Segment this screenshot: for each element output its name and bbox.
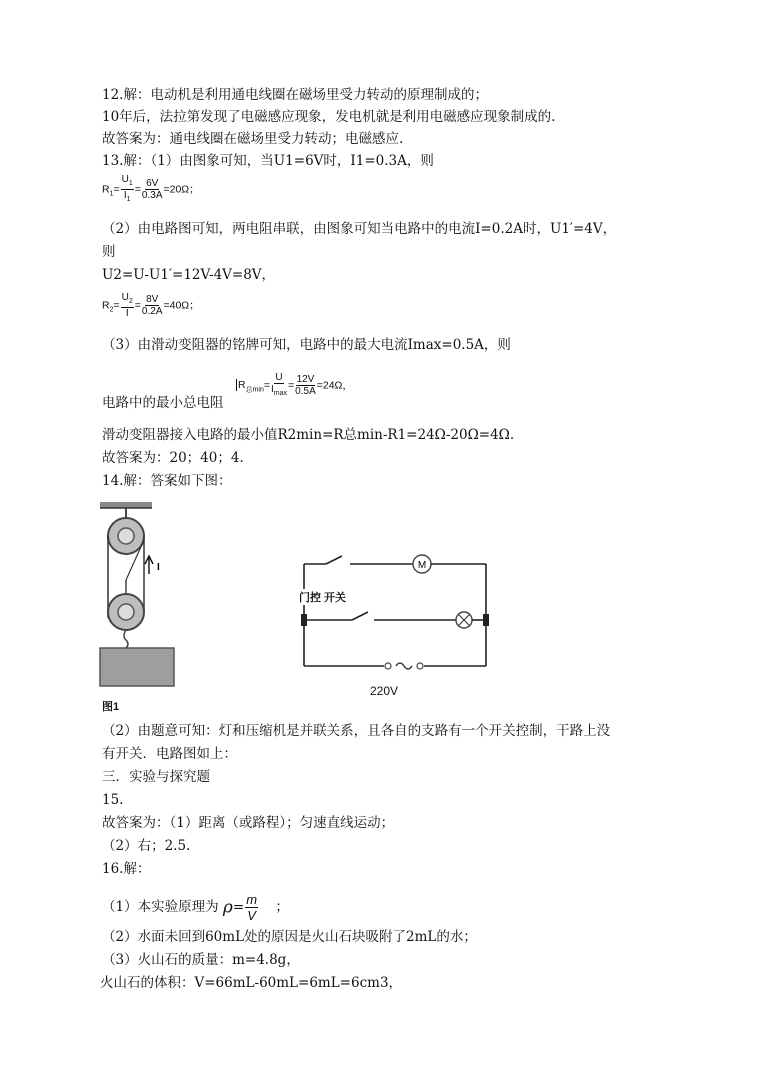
text-line: （2）由电路图可知，两电阻串联，由图象可知当电路中的电流I=0.2A时，U1′=4V， <box>102 221 617 237</box>
text-line: 12.解：电动机是利用通电线圈在磁场里受力转动的原理制成的； <box>102 87 488 103</box>
text-line: （1）本实验原理为 <box>102 899 219 915</box>
text-line: 13.解：（1）由图象可知，当U1=6V时，I1=0.3A，则 <box>102 153 434 169</box>
text-line: 14.解：答案如下图： <box>102 473 232 489</box>
text-line: 故答案为：通电线圈在磁场里受力转动；电磁感应. <box>102 131 404 147</box>
pulley-force-label: I <box>157 562 160 573</box>
text-line: （2）水面未回到60mL处的原因是火山石块吸附了2mL的水； <box>102 929 477 945</box>
text-line: 电路中的最小总电阻 <box>102 395 224 411</box>
text-line: 15. <box>102 792 124 808</box>
text-line: 三．实验与探究题 <box>102 769 210 785</box>
text-line: （3）火山石的质量：m=4.8g， <box>102 952 300 968</box>
text-line: U2=U-U1′=12V-4V=8V， <box>102 267 276 283</box>
text-line: 10年后，法拉第发现了电磁感应现象，发电机就是利用电磁感应现象制成的. <box>102 109 556 125</box>
text-line: 故答案为：20；40；4. <box>102 450 244 466</box>
text-line: （2）由题意可知：灯和压缩机是并联关系，且各自的支路有一个开关控制，干路上没 <box>102 723 611 739</box>
text-line: （3）由滑动变阻器的铭牌可知，电路中的最大电流Imax=0.5A，则 <box>102 337 511 353</box>
voltage-label: 220V <box>370 684 399 698</box>
door-switch-label: 门控 开关 <box>299 589 346 605</box>
formula-r2: $R_2=$ $\frac{U_2}{I}$ = $\frac{8V}{0.2A}$ =40Ω； <box>102 292 200 319</box>
text-line: 有开关．电路图如上： <box>102 746 237 762</box>
text-line: 火山石的体积：V=66mL-60mL=6mL=6cm3， <box>100 975 403 991</box>
motor-symbol: M <box>417 560 427 571</box>
text-line: （2）右；2.5. <box>102 838 191 854</box>
text-line: 故答案为：（1）距离（或路程）；匀速直线运动； <box>102 815 395 831</box>
formula-rho-line: （1）本实验原理为 ρ= $\frac{m}{V}$ ； <box>102 892 289 923</box>
text-line: 则 <box>102 244 116 260</box>
formula-r3: $R_{总min}=$ $\frac{U}{I_{max}}$ = $\frac{12V}{0.5A}$ =24Ω， <box>238 372 353 397</box>
circuit-figure <box>296 544 496 694</box>
text-line: 16.解： <box>102 861 151 877</box>
formula-r1: $R_1=$ $\frac{U_1}{I_1}$ = $\frac{6V}{0.3A}$ =20Ω； <box>102 174 200 203</box>
pulley-figure <box>96 500 196 720</box>
text-line: 滑动变阻器接入电路的最小值R2min=R总min-R1=24Ω-20Ω=4Ω. <box>102 427 515 443</box>
figure-1-label: 图1 <box>102 701 120 713</box>
